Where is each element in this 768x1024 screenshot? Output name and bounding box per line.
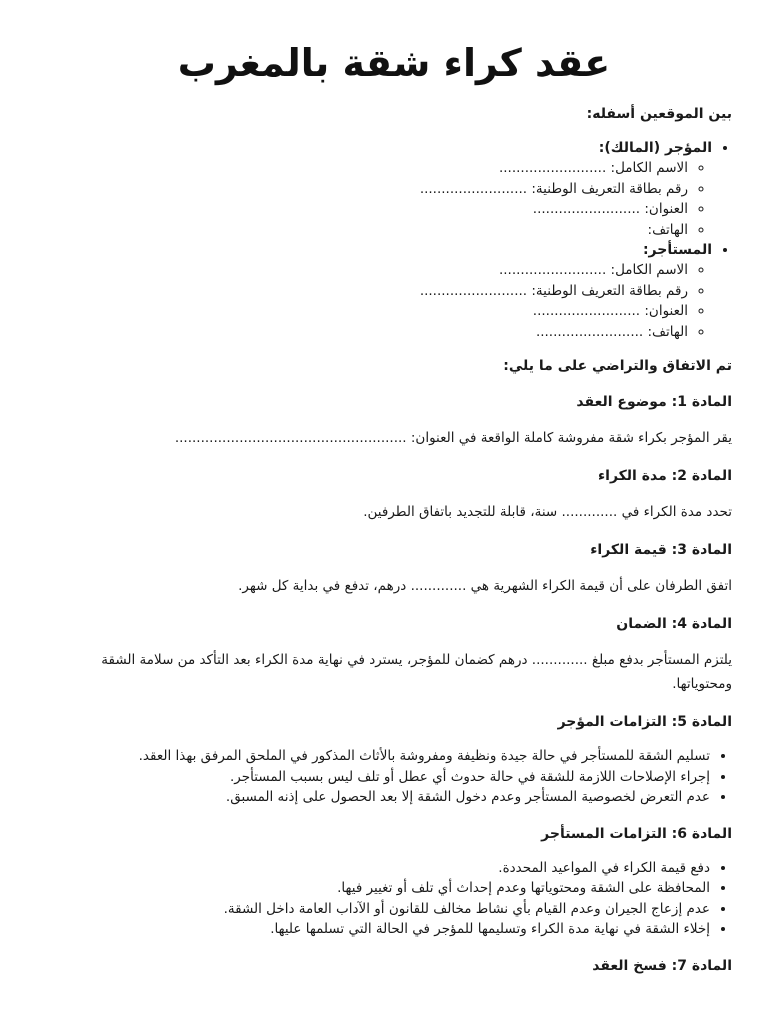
- article-1-text: يقر المؤجر بكراء شقة مفروشة كاملة الواقعة في العنوان: ......................................................: [174, 430, 732, 446]
- article-5-title: المادة 5: التزامات المؤجر: [557, 714, 732, 730]
- field-id-number: ◦ رقم بطاقة التعريف الوطنية: .........................: [56, 179, 688, 200]
- party-fields: [56, 158, 712, 240]
- field-phone: ◦ الهاتف: .........................: [56, 322, 688, 343]
- list-item: • تسليم الشقة للمستأجر في حالة جيدة ونظيفة ومفروشة بالأثاث المذكور في الملحق المرفق بهذا العقد.: [56, 746, 710, 767]
- list-item: • إجراء الإصلاحات اللازمة للشقة في حالة حدوث أي عطل أو تلف ليس بسبب المستأجر.: [56, 767, 710, 788]
- list-item: • دفع قيمة الكراء في المواعيد المحددة.: [56, 858, 710, 879]
- article-6-list: [56, 858, 732, 940]
- field-full-name: ◦ الاسم الكامل: .........................: [56, 158, 688, 179]
- article-4-text: يلتزم المستأجر بدفع مبلغ ............. درهم كضمان للمؤجر، يسترد في نهاية مدة الكراء بعد التأكد من سلامة الشقة ومحتوياتها.: [101, 652, 732, 692]
- list-item: • عدم التعرض لخصوصية المستأجر وعدم دخول الشقة إلا بعد الحصول على إذنه المسبق.: [56, 787, 710, 808]
- article-2-text: تحدد مدة الكراء في ............. سنة، قابلة للتجديد باتفاق الطرفين.: [363, 504, 732, 520]
- article-7-title: المادة 7: فسخ العقد: [592, 957, 732, 974]
- article-1-title: المادة 1: موضوع العقد: [576, 394, 732, 410]
- parties-list: [56, 138, 732, 342]
- field-address: ◦ العنوان: .........................: [56, 301, 688, 322]
- party-lessor: [56, 138, 712, 240]
- party-title: المؤجر (المالك):: [598, 140, 712, 156]
- intro-line: بين الموقعين أسفله:: [586, 106, 732, 122]
- list-item: • عدم إزعاج الجيران وعدم القيام بأي نشاط مخالف للقانون أو الآداب العامة داخل الشقة.: [56, 899, 710, 920]
- agreement-line: تم الاتفاق والتراضي على ما يلي:: [503, 358, 732, 374]
- party-fields: [56, 260, 712, 342]
- article-3-text: اتفق الطرفان على أن قيمة الكراء الشهرية هي ............. درهم، تدفع في بداية كل شهر.: [238, 578, 732, 594]
- article-3-title: المادة 3: قيمة الكراء: [590, 542, 732, 558]
- field-id-number: ◦ رقم بطاقة التعريف الوطنية: .........................: [56, 281, 688, 302]
- article-6-title: المادة 6: التزامات المستأجر: [541, 825, 732, 842]
- field-phone: ◦ الهاتف:: [56, 220, 688, 241]
- party-title: المستأجر:: [642, 242, 712, 258]
- party-tenant: [56, 240, 712, 342]
- list-item: • إخلاء الشقة في نهاية مدة الكراء وتسليمها للمؤجر في الحالة التي تسلمها عليها.: [56, 919, 710, 940]
- field-address: ◦ العنوان: .........................: [56, 199, 688, 220]
- list-item: • المحافظة على الشقة ومحتوياتها وعدم إحداث أي تلف أو تغيير فيها.: [56, 878, 710, 899]
- article-2-title: المادة 2: مدة الكراء: [597, 468, 732, 484]
- article-4-title: المادة 4: الضمان: [616, 616, 732, 632]
- field-full-name: ◦ الاسم الكامل: .........................: [56, 260, 688, 281]
- article-5-list: [56, 746, 732, 808]
- document-title: عقد كراء شقة بالمغرب: [177, 41, 611, 85]
